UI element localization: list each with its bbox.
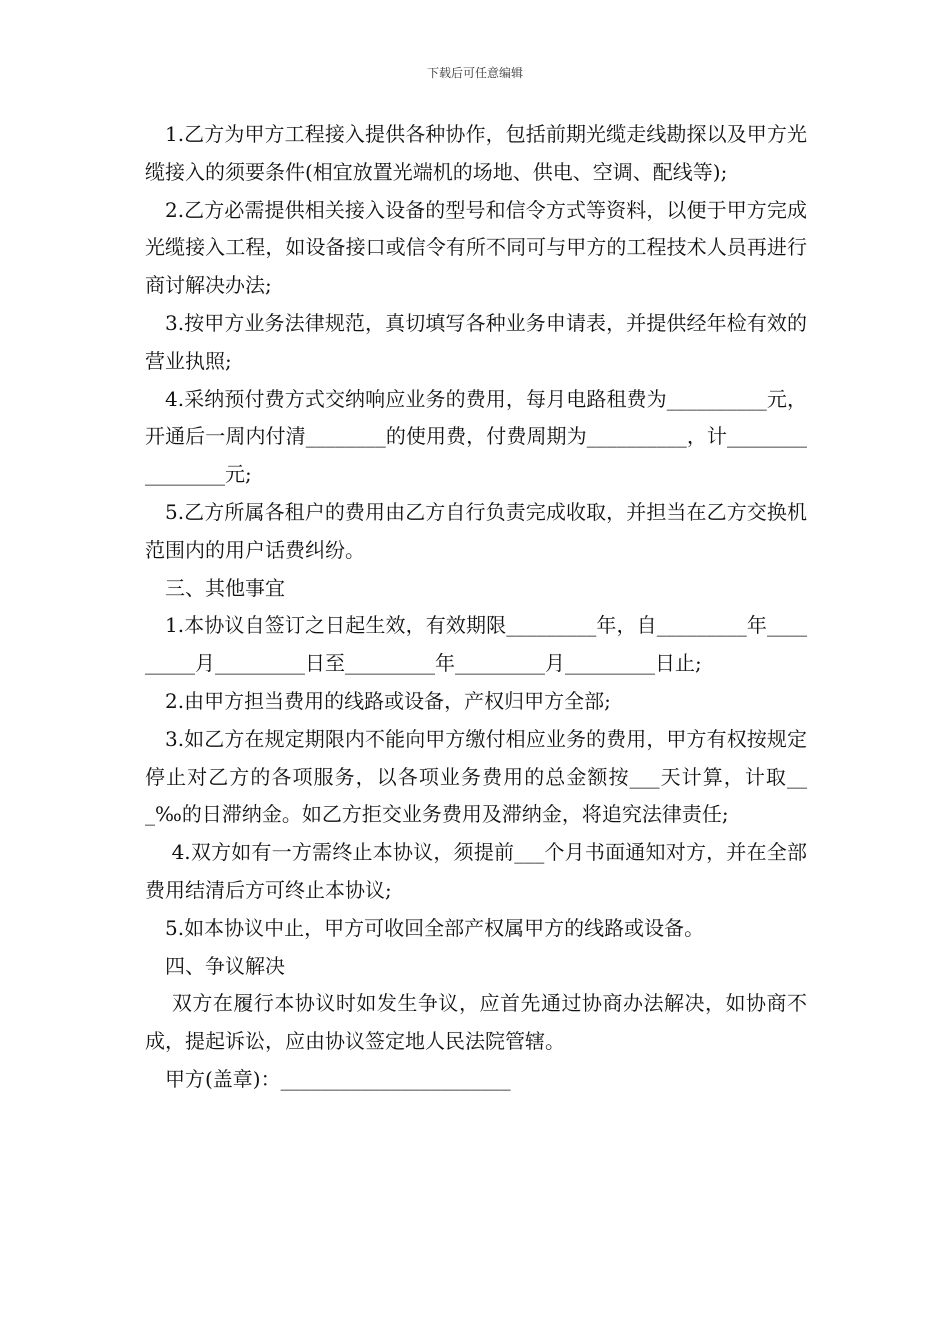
clause-b4: 4.采纳预付费方式交纳响应业务的费用，每月电路租费为__________元，开通后一周内付清________的使用费，付费周期为__________，计________________元;	[145, 386, 807, 487]
clause-c3: 3.如乙方在规定期限内不能向甲方缴付相应业务的费用，甲方有权按规定停止对乙方的各项服务，以各项业务费用的总金额按___天计算，计取___‰的日滞纳金。如乙方拒交业务费用及滞纳金，将追究法律责任;	[145, 726, 807, 827]
clause-c4: 4.双方如有一方需终止本协议，须提前___个月书面通知对方，并在全部费用结清后方可终止本协议;	[145, 840, 807, 902]
page-header-note: 下载后可任意编辑	[426, 66, 523, 80]
clause-c2: 2.由甲方担当费用的线路或设备，产权归甲方全部;	[165, 688, 611, 713]
clause-b1: 1.乙方为甲方工程接入提供各种协作，包括前期光缆走线勘探以及甲方光缆接入的须要条件(相宜放置光端机的场地、供电、空调、配线等);	[145, 122, 807, 184]
section-heading-3: 三、其他事宜	[165, 575, 285, 600]
section-heading-4: 四、争议解决	[165, 953, 285, 978]
clause-c1: 1.本协议自签订之日起生效，有效期限_________年，自_________年_________月_________日至_________年_________月_________日止;	[145, 613, 807, 676]
dispute-resolution-text: 双方在履行本协议时如发生争议，应首先通过协商办法解决，如协商不成，提起诉讼，应由协议签定地人民法院管辖。	[145, 991, 808, 1054]
party-a-signature-line: 甲方(盖章)：_______________________	[165, 1066, 511, 1091]
document-body	[145, 116, 807, 1099]
clause-b2: 2.乙方必需提供相关接入设备的型号和信令方式等资料，以便于甲方完成光缆接入工程，如设备接口或信令有所不同可与甲方的工程技术人员再进行商讨解决办法;	[145, 197, 807, 298]
clause-c5: 5.如本协议中止，甲方可收回全部产权属甲方的线路或设备。	[165, 915, 705, 940]
clause-b3: 3.按甲方业务法律规范，真切填写各种业务申请表，并提供经年检有效的营业执照;	[145, 310, 807, 373]
clause-b5: 5.乙方所属各租户的费用由乙方自行负责完成收取，并担当在乙方交换机范围内的用户话费纠纷。	[145, 499, 807, 562]
